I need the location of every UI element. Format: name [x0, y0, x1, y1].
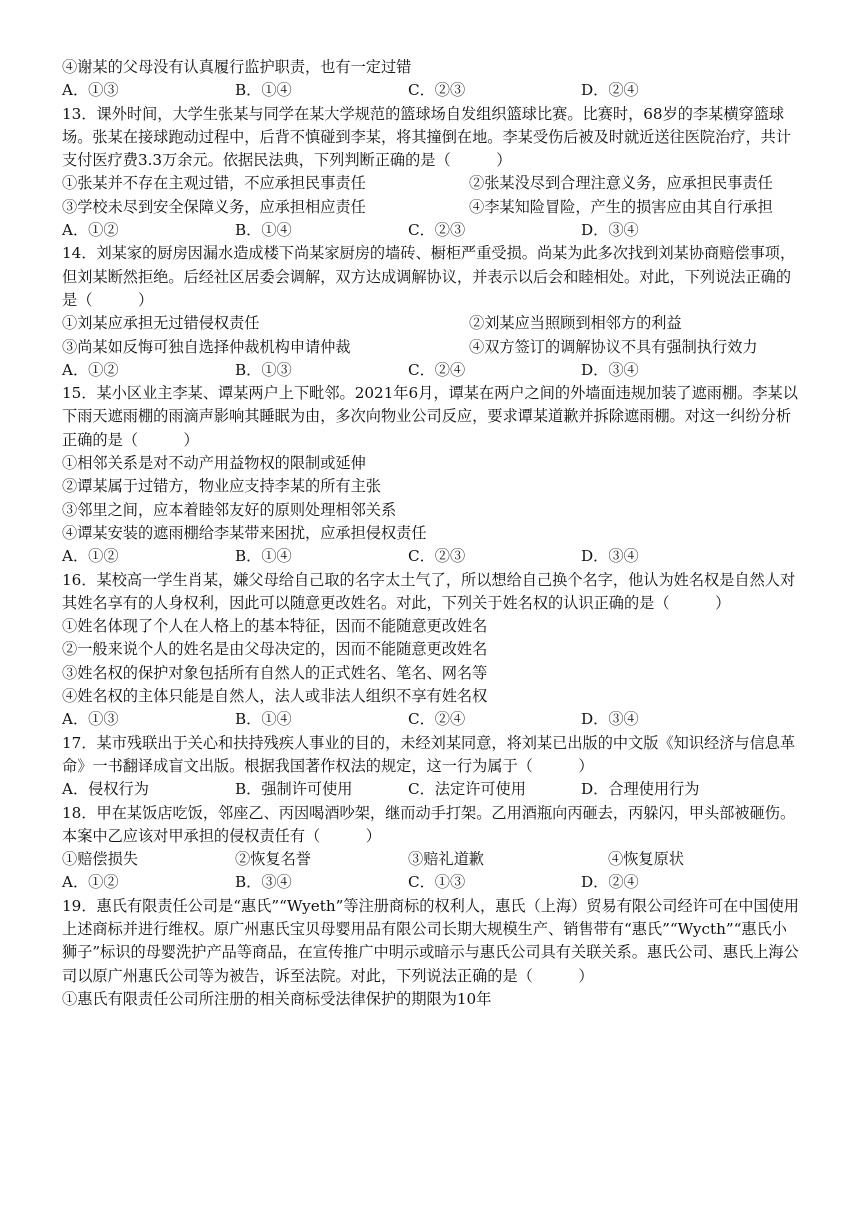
q17-stem: 17．某市残联出于关心和扶持残疾人事业的目的，未经刘某同意，将刘某已出版的中文版《知识经济与信息革命》一书翻译成盲文出版。根据我国著作权法的规定，这一行为属于（ ） — [62, 733, 796, 775]
q17-answer-c: C．法定许可使用 — [408, 780, 526, 799]
q15-option-2: ②谭某属于过错方，物业应支持李某的所有主张 — [62, 477, 381, 496]
q14-option-1: ①刘某应承担无过错侵权责任 — [62, 314, 260, 333]
q18-answer-c: C．①③ — [408, 873, 466, 892]
q14-stem: 14．刘某家的厨房因漏水造成楼下尚某家厨房的墙砖、橱柜严重受损。尚某为此多次找到刘某协商赔偿事项，但刘某断然拒绝。后经社区居委会调解，双方达成调解协议，并表示以后会和睦相处。对此，下列说法正确的是（ ） — [62, 244, 796, 309]
q19-option-1: ①惠氏有限责任公司所注册的相关商标受法律保护的期限为10年 — [62, 989, 492, 1008]
q15-option-3: ③邻里之间，应本着睦邻友好的原则处理相邻关系 — [62, 500, 397, 519]
q18-stem: 18．甲在某饭店吃饭，邻座乙、丙因喝酒吵架，继而动手打架。乙用酒瓶向丙砸去，丙躲闪，甲头部被砸伤。本案中乙应该对甲承担的侵权责任有（ ） — [62, 803, 796, 845]
q15-option-1: ①相邻关系是对不动产用益物权的限制或延伸 — [62, 454, 366, 473]
q15-answers — [62, 545, 802, 568]
q17-answer-d: D．合理使用行为 — [581, 780, 700, 799]
q16-answers — [62, 708, 802, 731]
q16-option-1: ①姓名体现了个人在人格上的基本特征，因而不能随意更改姓名 — [62, 617, 488, 636]
q12-answer-b: B．①④ — [235, 81, 292, 100]
q13-options-row2 — [62, 196, 802, 219]
q14-answer-c: C．②④ — [408, 360, 466, 379]
q14-option-2: ②刘某应当照顾到相邻方的利益 — [469, 314, 682, 333]
q15-answer-d: D．③④ — [581, 547, 639, 566]
q13-answer-c: C．②③ — [408, 221, 466, 240]
q15-option-4: ④谭某安装的遮雨棚给李某带来困扰，应承担侵权责任 — [62, 523, 427, 542]
q18-answer-b: B．③④ — [235, 873, 292, 892]
q14-options-row1 — [62, 312, 802, 335]
q13-answers — [62, 219, 802, 242]
q12-answer-d: D．②④ — [581, 81, 639, 100]
q13-option-1: ①张某并不存在主观过错，不应承担民事责任 — [62, 174, 366, 193]
q12-answer-a: A．①③ — [62, 81, 119, 100]
q16-answer-d: D．③④ — [581, 710, 639, 729]
q14-option-4: ④双方签订的调解协议不具有强制执行效力 — [469, 337, 758, 356]
q18-option-4: ④恢复原状 — [608, 850, 684, 869]
q14-answer-a: A．①② — [62, 360, 119, 379]
q13-answer-a: A．①② — [62, 221, 119, 240]
q14-answer-b: B．①③ — [235, 360, 292, 379]
q17-answers — [62, 778, 802, 801]
q16-answer-a: A．①③ — [62, 710, 119, 729]
q14-options-row2 — [62, 336, 802, 359]
q15-stem: 15．某小区业主李某、谭某两户上下毗邻。2021年6月，谭某在两户之间的外墙面违规加装了遮雨棚。李某以下雨天遮雨棚的雨滴声影响其睡眠为由，多次向物业公司反应，要求谭某道歉并拆除遮雨棚。对这一纠纷分析正确的是（ ） — [62, 384, 798, 449]
q18-option-2: ②恢复名誉 — [235, 850, 311, 869]
q16-answer-b: B．①④ — [235, 710, 292, 729]
q15-answer-c: C．②③ — [408, 547, 466, 566]
q12-answer-c: C．②③ — [408, 81, 466, 100]
q15-answer-a: A．①② — [62, 547, 119, 566]
q13-answer-b: B．①④ — [235, 221, 292, 240]
q18-answer-a: A．①② — [62, 873, 119, 892]
q19-stem: 19．惠氏有限责任公司是“惠氏”“Wyeth”等注册商标的权利人，惠氏（上海）贸易有限公司经许可在中国使用上述商标并进行维权。原广州惠氏宝贝母婴用品有限公司长期大规模生产、销售带有“惠氏”“Wycth”“惠氏小狮子”标识的母婴洗护产品等商品，在宣传推广中明示或暗示与惠氏公司具有关联关系。惠氏公司、惠氏上海公司以原广州惠氏公司等为被告，诉至法院。对此，下列说法正确的是（ ） — [62, 896, 799, 985]
q16-answer-c: C．②④ — [408, 710, 466, 729]
q18-answer-d: D．②④ — [581, 873, 639, 892]
q13-option-3: ③学校未尽到安全保障义务，应承担相应责任 — [62, 197, 366, 216]
q13-option-4: ④李某知险冒险，产生的损害应由其自行承担 — [469, 197, 773, 216]
q14-answers — [62, 359, 802, 382]
q14-option-3: ③尚某如反悔可独自选择仲裁机构申请仲裁 — [62, 337, 351, 356]
q18-answers — [62, 871, 802, 894]
q13-options-row1 — [62, 172, 802, 195]
q15-answer-b: B．①④ — [235, 547, 292, 566]
q18-option-3: ③赔礼道歉 — [408, 850, 484, 869]
q16-stem: 16．某校高一学生肖某，嫌父母给自己取的名字太土气了，所以想给自己换个名字，他认为姓名权是自然人对其姓名享有的人身权利，因此可以随意更改姓名。对此，下列关于姓名权的认识正确的是（ ） — [62, 570, 796, 612]
q18-options — [62, 848, 802, 871]
q13-option-2: ②张某没尽到合理注意义务，应承担民事责任 — [469, 174, 773, 193]
q13-answer-d: D．③④ — [581, 221, 639, 240]
q16-option-3: ③姓名权的保护对象包括所有自然人的正式姓名、笔名、网名等 — [62, 663, 488, 682]
q16-option-4: ④姓名权的主体只能是自然人，法人或非法人组织不享有姓名权 — [62, 687, 488, 706]
q17-answer-a: A．侵权行为 — [62, 780, 149, 799]
q16-option-2: ②一般来说个人的姓名是由父母决定的，因而不能随意更改姓名 — [62, 640, 488, 659]
q17-answer-b: B．强制许可使用 — [235, 780, 353, 799]
exam-page — [62, 56, 802, 1011]
q13-stem: 13．课外时间，大学生张某与同学在某大学规范的篮球场自发组织篮球比赛。比赛时，68岁的李某横穿篮球场。张某在接球跑动过程中，后背不慎碰到李某，将其撞倒在地。李某受伤后被及时就近送往医院治疗，共计支付医疗费3.3万余元。依据民法典，下列判断正确的是（ ） — [62, 104, 791, 170]
q12-answers — [62, 79, 802, 102]
q18-option-1: ①赔偿损失 — [62, 850, 138, 869]
q14-answer-d: D．③④ — [581, 360, 639, 379]
q12-option-4: ④谢某的父母没有认真履行监护职责，也有一定过错 — [62, 58, 412, 76]
